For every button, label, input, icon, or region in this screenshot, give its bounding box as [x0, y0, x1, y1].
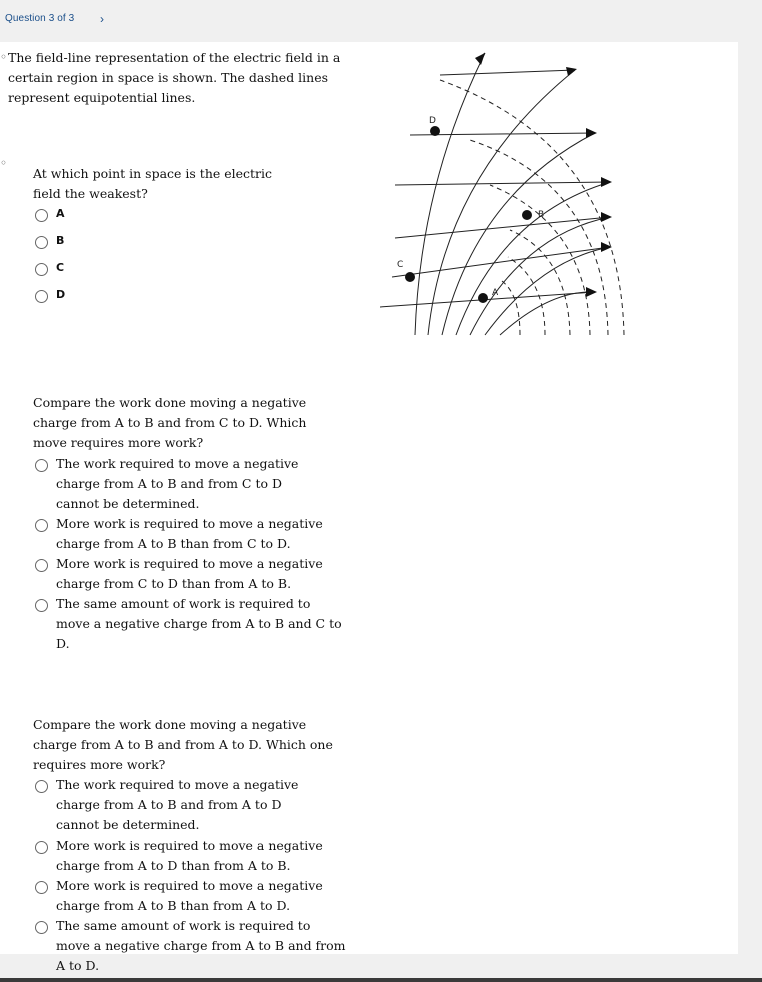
q3-option-label[interactable]: The work required to move a negative charge from A to B and from A to D cannot be determined.	[56, 777, 299, 832]
point-label-d: D	[429, 116, 436, 126]
radio-button[interactable]	[35, 236, 48, 249]
q3-option-label[interactable]: More work is required to move a negative charge from A to D than from A to B.	[56, 838, 323, 873]
q2-prompt: Compare the work done moving a negative charge from A to B and from C to D. Which move requires more work?	[33, 395, 307, 450]
radio-button[interactable]	[35, 459, 48, 472]
question-counter[interactable]: Question 3 of 3	[5, 13, 75, 24]
point-b-marker	[522, 210, 532, 220]
bottom-border	[0, 978, 762, 982]
chevron-right-icon[interactable]: ›	[100, 12, 104, 26]
q1-prompt: At which point in space is the electric field the weakest?	[33, 166, 273, 201]
q2-option-label[interactable]: More work is required to move a negative charge from C to D than from A to B.	[56, 556, 323, 591]
radio-button[interactable]	[35, 559, 48, 572]
radio-button[interactable]	[35, 780, 48, 793]
radio-button[interactable]	[35, 209, 48, 222]
point-c-marker	[405, 272, 415, 282]
q1-option-label[interactable]: B	[56, 234, 65, 247]
q2-option-label[interactable]: The work required to move a negative charge from A to B and from C to D cannot be determined.	[56, 456, 299, 511]
radio-button[interactable]	[35, 921, 48, 934]
q3-option-label[interactable]: The same amount of work is required to move a negative charge from A to B and from A to D.	[56, 918, 346, 973]
radio-button[interactable]	[35, 599, 48, 612]
radio-button[interactable]	[35, 290, 48, 303]
q1-option-label[interactable]: A	[56, 207, 65, 220]
q1-option-label[interactable]: C	[56, 261, 65, 274]
intro-text: The field-line representation of the electric field in a certain region in space is shown. The dashed lines represent equipotential lines.	[8, 50, 341, 105]
radio-button[interactable]	[35, 263, 48, 276]
q2-option-label[interactable]: More work is required to move a negative charge from A to B than from C to D.	[56, 516, 323, 551]
q1-option-label[interactable]: D	[56, 288, 66, 301]
top-bar	[0, 0, 762, 40]
point-d-marker	[430, 126, 440, 136]
electric-field-figure	[380, 45, 630, 340]
point-label-c: C	[397, 260, 404, 270]
point-label-b: B	[538, 210, 545, 220]
q3-option-label[interactable]: More work is required to move a negative charge from A to B than from A to D.	[56, 878, 323, 913]
q1-bullet: ◦	[0, 156, 8, 170]
point-markers	[405, 126, 532, 303]
q2-option-label[interactable]: The same amount of work is required to move a negative charge from A to B and C to D.	[56, 596, 342, 651]
q3-prompt: Compare the work done moving a negative charge from A to B and from A to D. Which one requires more work?	[33, 717, 333, 772]
point-label-a: A	[492, 288, 499, 298]
radio-button[interactable]	[35, 881, 48, 894]
point-a-marker	[478, 293, 488, 303]
radio-button[interactable]	[35, 841, 48, 854]
intro-bullet: ◦	[0, 50, 8, 64]
radio-button[interactable]	[35, 519, 48, 532]
